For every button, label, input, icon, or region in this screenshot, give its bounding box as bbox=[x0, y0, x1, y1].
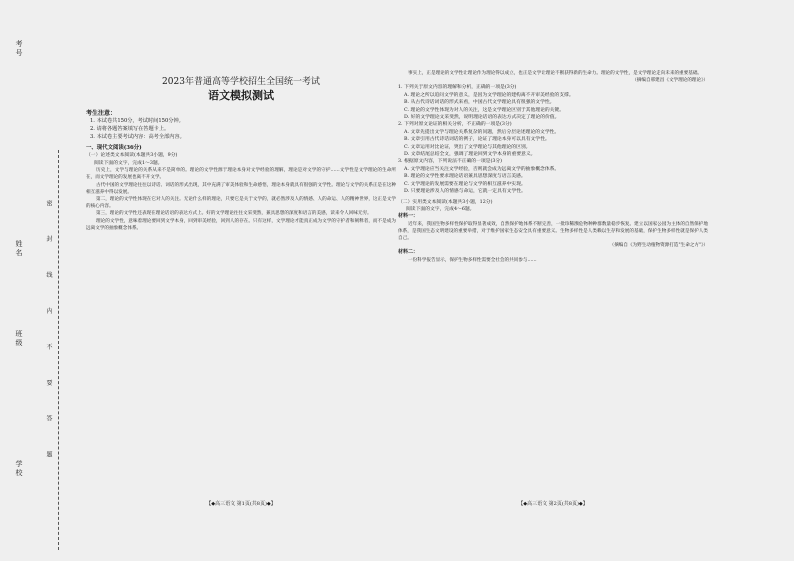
option-a: A. 理论之所以追问文学的意义，是因为文学理论的建构离不开审美经验的支撑。 bbox=[404, 92, 574, 98]
source-citation: （摘编自邢建昌《文学理论的理论》） bbox=[632, 78, 708, 84]
school-label: 学校 bbox=[15, 460, 23, 478]
page-2-footer: 【◆高三语文 第2页(共8页)◆】 bbox=[518, 501, 588, 507]
question-1: 1. 下列关于原文内容的理解和分析，正确的一项是(3分) bbox=[398, 85, 517, 91]
exam-title: 2023年普通高等学校招生全国统一考试 bbox=[162, 77, 320, 87]
page-1-footer: 【◆高三语文 第1页(共8页)◆】 bbox=[206, 501, 276, 507]
student-id-label: 考号 bbox=[15, 40, 23, 58]
passage-paragraph: 理论的文学性，意味着理论要回到文学本身，回到审美经验，回到人的存在。只有这样，文学理论才能真正成为文学的守护者和阐释者，而不是成为远离文学的抽象概念体系。 bbox=[86, 218, 396, 231]
passage-paragraph: 事实上，正是理论的文学性让理论作为理论得以成立，也正是文学让理论不断获得新的生命力。理论的文学性，是文学理论走向未来的重要基础。 bbox=[408, 71, 703, 76]
question-2: 2. 下列对原文论证的相关分析，不正确的一项是(3分) bbox=[398, 122, 512, 128]
class-label: 班级 bbox=[15, 330, 23, 348]
seal-line-notice: 密 封 线 内 不 要 答 题 bbox=[45, 200, 52, 472]
notice-1: 1. 本试卷共150分，考试时间150分钟。 bbox=[90, 118, 184, 125]
passage-paragraph: 古代中国的文学理论往往以诗话、词话的形式出现，其中充满了审美体验和生命感悟，理论本身就具有很强的文学性。理论与文学的关系正是在这种相互滋养中得以发展。 bbox=[86, 182, 396, 195]
source-citation: （摘编自《为野生动植物资源打造"生命之方"》） bbox=[609, 243, 708, 249]
option-b: B. 从古代诗话词话的形式来看，中国古代文学理论具有很强的文学性。 bbox=[404, 100, 555, 106]
option-a: A. 文章先提出文学与理论关系复杂的问题，然后分层论述理论的文学性。 bbox=[404, 129, 560, 135]
subsection-heading: （一）论述类文本阅读(本题共3小题，9分) bbox=[86, 153, 178, 159]
reading-instruction: 阅读下面的文字，完成1～3题。 bbox=[94, 160, 163, 166]
notice-3: 3. 本试卷主要考试内容：高考全部内容。 bbox=[90, 134, 185, 141]
option-d: D. 文章结尾总结全文，强调了理论回到文学本身的重要意义。 bbox=[404, 152, 536, 158]
question-3: 3. 根据原文内容，下列说法不正确的一项是(3分) bbox=[398, 159, 503, 165]
passage-paragraph: 历史上，文学与理论的关系从来不是简单的。理论的文学性源于理论本身对文学经验的理解，理论是对文学的守护……文学性是文学理论的生命所在，而文学理论的发展也离不开文学。 bbox=[86, 168, 396, 181]
seal-line bbox=[58, 150, 59, 550]
notice-heading: 考生注意： bbox=[86, 110, 117, 117]
material-1-text: 近年来，我国生物多样性保护取得显著成效，自然保护地体系不断完善，一批珍稀濒危物种种群数量稳步恢复。建立以国家公园为主体的自然保护地体系，是我国生态文明建设的重要举措，对于维护国家生态安全具有重要意义。生物多样性是人类赖以生存和发展的基础，保护生物多样性就是保护人类自己。 bbox=[398, 221, 708, 241]
reading-instruction: 阅读下面的文字，完成4～6题。 bbox=[406, 206, 475, 212]
option-b: B. 文章引用古代诗话词话的例子，论证了理论本身可以具有文学性。 bbox=[404, 137, 550, 143]
section-heading: 一、现代文阅读(36分) bbox=[86, 145, 142, 152]
option-c: C. 文学理论的发展需要在理论与文学的相互滋养中实现。 bbox=[404, 181, 526, 187]
option-b: B. 理论的文学性要求理论话语兼具思想深度与语言美感。 bbox=[404, 174, 526, 180]
option-a: A. 文学理论应当关注文学经验，否则就会成为远离文学的抽象概念体系。 bbox=[404, 166, 560, 172]
material-2-text: 一份科学报告显示，保护生物多样性需要全社会的共同参与…… bbox=[408, 257, 537, 263]
material-1-heading: 材料一： bbox=[398, 213, 419, 220]
student-name-label: 姓名 bbox=[15, 240, 23, 258]
option-c: C. 文章运用对比论证，突出了文学理论与其他理论的区别。 bbox=[404, 144, 531, 150]
material-2-heading: 材料二： bbox=[398, 249, 419, 256]
option-d: D. 好的文学理论文采斐然，说明理论话语的表达方式决定了理论的价值。 bbox=[404, 115, 560, 121]
binding-margin bbox=[0, 0, 82, 561]
passage-paragraph: 第三，理论的文学性还表现在理论话语的表达方式上。好的文学理论往往文采斐然，兼具思想的深度和语言的美感，读来令人回味无穷。 bbox=[96, 211, 372, 217]
page-1 bbox=[86, 70, 396, 500]
notice-2: 2. 请将各题答案填写在答题卡上。 bbox=[90, 126, 170, 133]
exam-subtitle: 语文模拟测试 bbox=[208, 89, 274, 102]
subsection-heading: （二）实用类文本阅读(本题共3小题，12分) bbox=[398, 199, 493, 205]
option-c: C. 理论的文学性体现为对人的关注，这是文学理论区别于其他理论的关键。 bbox=[404, 107, 565, 113]
page-2 bbox=[398, 70, 708, 500]
passage-paragraph: 第二，理论的文学性体现在它对人的关注。无论什么样的理论，只要它是关于文学的，就必然涉及人的情感、人的命运、人的精神世界，这正是文学的核心内容。 bbox=[86, 197, 396, 210]
option-d: D. 只要理论涉及人的情感与命运，它就一定具有文学性。 bbox=[404, 189, 526, 195]
